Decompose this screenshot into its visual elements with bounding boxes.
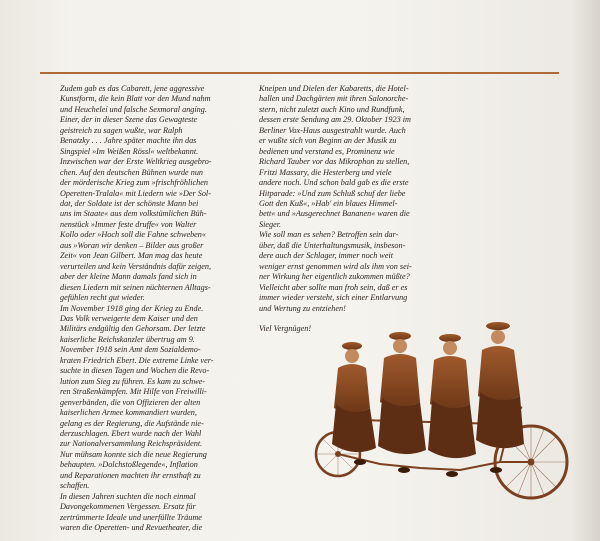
text-line: und Heucheleí und falsche Sexmoral angíng. [60, 104, 207, 114]
text-line: Einer, der in dieser Szene das Gewagteste [60, 115, 198, 125]
text-line: lution zum Sieg zu führen. Es kam zu schwe- [60, 376, 206, 386]
text-line: immer wieder versteht, sich einer Entlarvung [259, 293, 408, 303]
text-line: weniger ernst genommen wird als ihm von sei- [259, 261, 412, 271]
text-line: hallen und Dachgärten mit ihren Salonorche- [259, 94, 409, 104]
text-line: Berliner Vox-Haus ausgestrahlt wurde. Auch [259, 125, 406, 135]
text-line: Vielleicht aber sollte man froh sein, daß er es [259, 282, 408, 292]
text-line: Viel Vergnügen! [259, 324, 312, 334]
text-line: gelang es der Regierung, die Aufstände nie- [60, 418, 204, 428]
text-line: derzuschlagen. Ebert wurde nach der Wahl [60, 428, 202, 438]
text-line: Kollo oder »Hoch soll die Fahne schweben« [60, 230, 206, 240]
text-line: gefühlen recht gut wieder. [60, 293, 145, 303]
text-line: verurteilen und kein Verständnis dafür zeigen, [60, 261, 211, 271]
text-line: er wußte sich von Beginn an der Musik zu [259, 136, 397, 146]
text-line: Das Volk verweigerte dem Kaiser und den [60, 313, 198, 323]
text-line: waren die Operetten- und Revuetheater, die [60, 523, 203, 533]
text-line: Zeit« von Jean Gilbert. Man mag das heute [60, 251, 203, 261]
text-line: kraten Friedrich Ebert. Die extreme Linke ver- [60, 355, 214, 365]
text-line: bett« und »Ausgerechnet Bananen« waren die [259, 209, 410, 219]
text-line: Sieger. [259, 219, 282, 229]
text-line: Richard Tauber vor das Mikrophon zu stellen, [259, 157, 410, 167]
text-line: Fritzi Massary, die Hesterberg und viele [259, 167, 392, 177]
text-line: behaupten. »Dolchstoßlegende«, Inflation [60, 460, 198, 470]
text-line: Kneipen und Dielen der Kabaretts, die Hotel- [259, 84, 409, 93]
text-line: bedienen und verstand es, Prominenz wie [259, 146, 395, 156]
text-line: und Reparationen machten ihr ernsthaft zu [60, 470, 201, 480]
text-line: In diesen Jahren suchten die noch einmal [60, 491, 196, 501]
text-line: chen. Auf den deutschen Bühnen wurde nun [60, 167, 204, 177]
text-line: zur Nationalversammlung Reichspräsident. [60, 439, 203, 449]
text-line: Davongekommenen Vergessen. Ersatz für [60, 502, 196, 512]
text-line: ren Straßenkämpfen. Mit Hilfe von Freiwilli- [60, 387, 207, 397]
text-line: zertrümmerte Ideale und unerfüllte Träume [60, 512, 202, 522]
text-line: Hitparade: »Und zum Schluß schuf der liebe [259, 188, 406, 198]
text-line: geistreich zu sagen wußte, war Ralph [60, 125, 183, 135]
text-line: kaiserlichen Armee kommandiert wurden, [60, 408, 197, 418]
text-line: uns im Staate« aus dem volkstümlichen Büh- [60, 209, 207, 219]
text-line: nenstück »Immer feste druffe« von Walter [60, 219, 197, 229]
text-line: diesen Liedern mit seinen nüchternen Alltags- [60, 282, 211, 292]
text-line: über, daß die Unterhaltungsmusik, insbeson- [259, 240, 406, 250]
text-line: Nur mühsam konnte sich die neue Regierung [60, 449, 207, 459]
text-line: andere noch. Und schon bald gab es die erste [259, 178, 409, 188]
right-text-column [259, 84, 459, 335]
text-line: Militärs endgültig den Gehorsam. Der letzte [60, 324, 206, 334]
text-line: aber der kleine Mann damals fand sich in [60, 272, 197, 282]
text-line: dessen erste Sendung am 29. Oktober 1923 im [259, 115, 411, 125]
text-line: und Wertung zu entziehen! [259, 303, 346, 313]
text-line: kaiserliche Reichskanzler übertrug am 9. [60, 334, 195, 344]
text-line: genverbänden, die von Offizieren der alten [60, 397, 201, 407]
text-line: Kunstform, die kein Blatt vor den Mund nahm [60, 94, 211, 104]
text-line: Benatzky . . . Jahre später machte ihn das [60, 136, 197, 146]
text-line: Gott den Kuß«, »Hab' ein blaues Himmel- [259, 198, 398, 208]
text-line: der mörderische Krieg zum »frischfröhlichen [60, 178, 208, 188]
left-text-column [60, 84, 250, 533]
text-line: stern, nicht zuletzt auch Kino und Rundfunk, [259, 104, 405, 114]
text-line: suchte in diesen Tagen und Wochen die Revo- [60, 366, 210, 376]
text-line: aus »Woran wir denken – Bilder aus großer [60, 240, 204, 250]
tandem-bicycle-illustration [300, 312, 590, 512]
text-line: Singspiel »Im Weißen Rössl« weltbekannt. [60, 146, 199, 156]
text-line: schaffen. [60, 481, 90, 491]
text-line: Im November 1918 ging der Krieg zu Ende. [60, 303, 204, 313]
text-line: Zudem gab es das Cabarett, jene aggressive [60, 84, 205, 93]
text-line: ner Wirkung her eigentlich zukommen müßte? [259, 272, 410, 282]
header-rule [40, 72, 559, 74]
text-line: Operetten-Tralala« mit Liedern wie »Der Sol- [60, 188, 211, 198]
text-line: November 1918 sein Amt dem Sozialdemo- [60, 345, 201, 355]
text-line: Inzwischen war der Erste Weltkrieg ausgebro- [60, 157, 212, 167]
text-line: dat, der Soldate ist der schönste Mann bei [60, 198, 199, 208]
text-line: Wie soll man es sehen? Betroffen sein dar- [259, 230, 399, 240]
text-line: dere auch der Schlager, immer noch weit [259, 251, 394, 261]
